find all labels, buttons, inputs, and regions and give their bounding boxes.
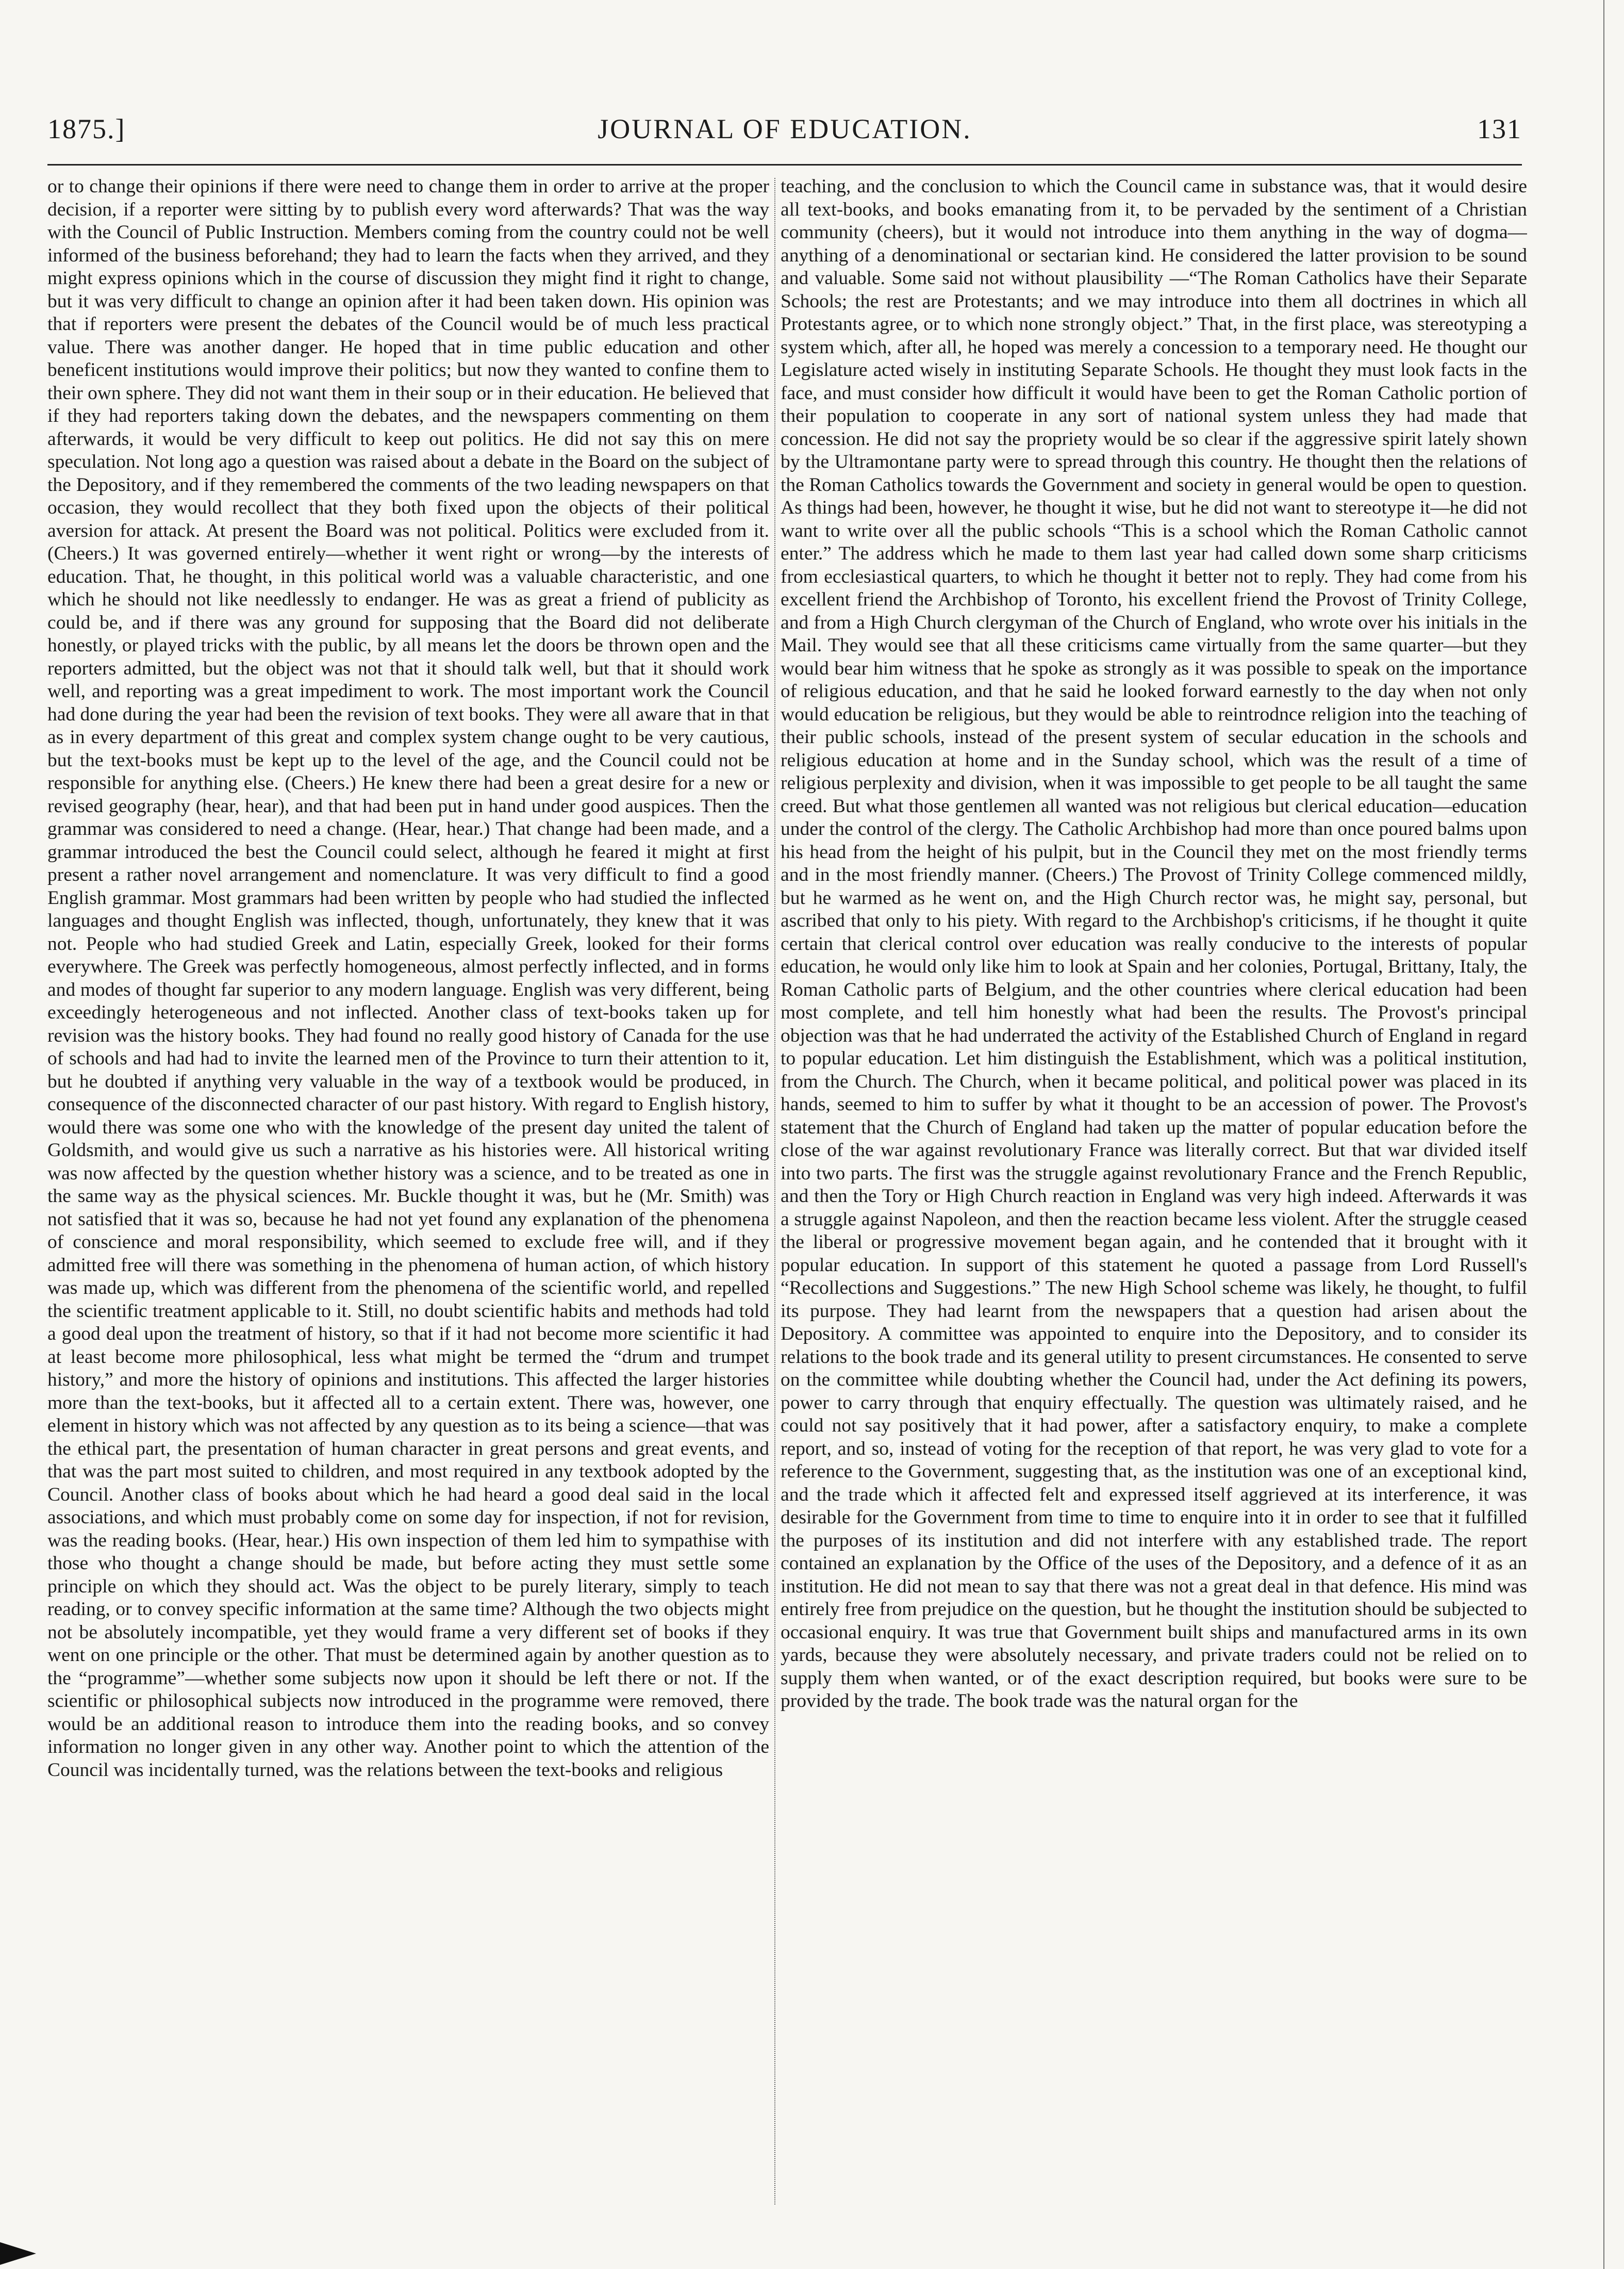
- corner-arrow-mark: [0, 2242, 36, 2265]
- right-column-text: teaching, and the conclusion to which the Council came in substance was, that it would desire all text-books, and books emanating from it, to be pervaded by the sentiment of a Christian community (cheers), but it would not introduce into them anything in the way of dogma—anything of a denominational or sectarian kind. He considered the latter provision to be sound and valuable. Some said not without plausibility —“The Roman Catholics have their Separate Schools; the rest are Protestants; and we may introduce into them all doctrines in which all Protestants agree, or to which none strongly object.” That, in the first place, was stereotyping a system which, after all, he hoped was merely a concession to a temporary need. He thought our Legislature acted wisely in instituting Separate Schools. He thought they must look facts in the face, and must consider how difficult it would have been to get the Roman Catholic portion of their population to cooperate in any sort of national system unless they had made that concession. He did not say the propriety would be so clear if the aggressive spirit lately shown by the Ultramontane party were to spread through this country. He thought then the relations of the Roman Catholics towards the Government and society in general would be open to question. As things had been, however, he thought it wise, but he did not want to stereotype it—he did not want to write over all the public schools “This is a school which the Roman Catholic cannot enter.” The address which he made to them last year had called down some sharp criticisms from ecclesiastical quarters, to which he thought it better not to reply. They had come from his excellent friend the Archbishop of Toronto, his excellent friend the Provost of Trinity College, and from a High Church clergyman of the Church of England, who wrote over his initials in the Mail. They would see that all these criticisms came virtually from the same quarter—but they would bear him witness that he spoke as strongly as it was possible to speak on the importance of religious education, and that he said he looked forward earnestly to the day when not only would education be religious, but they would be able to reintrodnce religion into the teaching of their public schools, instead of the present system of secular education in the schools and religious education at home and in the Sunday school, which was the result of a time of religious perplexity and division, when it was impossible to get people to be all taught the same creed. But what those gentlemen all wanted was not religious but clerical education—education under the control of the clergy. The Catholic Archbishop had more than once poured balms upon his head from the height of his pulpit, but in the Council they met on the most friendly terms and in the most friendly manner. (Cheers.) The Provost of Trinity College commenced mildly, but he warmed as he went on, and the High Church rector was, he might say, personal, but ascribed that only to his piety. With regard to the Archbishop's criticisms, if he thought it quite certain that clerical control over education was really conducive to the interests of popular education, he would only like him to look at Spain and her colonies, Portugal, Brittany, Italy, the Roman Catholic parts of Belgium, and the other countries where clerical education had been most complete, and tell him honestly what had been the results. The Provost's principal objection was that he had underrated the activity of the Established Church of England in regard to popular education. Let him distinguish the Establishment, which was a political institution, from the Church. The Church, when it became political, and political power was placed in its hands, seemed to him to suffer by what it thought to be an accession of power. The Provost's statement that the Church of England had taken up the matter of popular education before the close of the war against revolutionary France was literally correct. But that war divided itself into two parts. The first was the struggle against revolutionary France and the French Republic, and then the Tory or High Church reaction in England was very high indeed. Afterwards it was a struggle against Napoleon, and then the reaction became less violent. After the struggle ceased the liberal or progressive movement began again, and he contended that it brought with it popular education. In support of this statement he quoted a passage from Lord Russell's “Recollections and Suggestions.” The new High School scheme was likely, he thought, to fulfil its purpose. They had learnt from the newspapers that a question had arisen about the Depository. A committee was appointed to enquire into the Depository, and to consider its relations to the book trade and its general utility to present circumstances. He consented to serve on the committee while doubting whether the Council had, under the Act defining its powers, power to carry through that enquiry effectually. The question was ultimately raised, and he could not say positively that it had power, after a satisfactory enquiry, to make a complete report, and so, instead of voting for the reception of that report, he was very glad to vote for a reference to the Government, suggesting that, as the institution was one of an exceptional kind, and the trade which it affected felt and expressed itself aggrieved at its interference, it was desirable for the Government from time to time to enquire into it in order to see that it fulfilled the purposes of its institution and did not interfere with any established trade. The report contained an explanation by the Office of the uses of the Depository, and a defence of it as an institution. He did not mean to say that there was not a great deal in that defence. His mind was entirely free from prejudice on the question, but he thought the institution should be subjected to occasional enquiry. It was true that Government built ships and manufactured arms in its own yards, because they were absolutely necessary, and private traders could not be relied on to supply them when wanted, or of the exact description required, but books were sure to be provided by the trade. The book trade was the natural organ for the: [781, 176, 1527, 1712]
- journal-title: JOURNAL OF EDUCATION.: [598, 113, 972, 144]
- right-column: [781, 175, 1527, 2202]
- page-edge-line: [1603, 0, 1604, 2269]
- left-column-text: or to change their opinions if there were need to change them in order to arrive at the proper decision, if a reporter were sitting by to publish every word afterwards? That was the way with the Council of Public Instruction. Members coming from the country could not be well informed of the business beforehand; they had to learn the facts when they arrived, and they might express opinions which in the course of discussion they might find it right to change, but it was very difficult to change an opinion after it had been taken down. His opinion was that if reporters were present the debates of the Council would be of much less practical value. There was another danger. He hoped that in time public education and other beneficent institutions would improve their politics; but now they wanted to confine them to their own sphere. They did not want them in their soup or in their education. He believed that if they had reporters taking down the debates, and the newspapers commenting on them afterwards, it would be very difficult to keep out politics. He did not say this on mere speculation. Not long ago a question was raised about a debate in the Board on the subject of the Depository, and if they remembered the comments of the two leading newspapers on that occasion, they would recollect that they both fixed upon the objects of their political aversion for attack. At present the Board was not political. Politics were excluded from it. (Cheers.) It was governed entirely—whether it went right or wrong—by the interests of education. That, he thought, in this political world was a valuable characteristic, and one which he should not like needlessly to endanger. He was as great a friend of publicity as could be, and if there was any ground for supposing that the Board did not deliberate honestly, or played tricks with the public, by all means let the doors be thrown open and the reporters admitted, but the object was not that it should talk well, but that it should work well, and reporting was a great impediment to work. The most important work the Council had done during the year had been the revision of text books. They were all aware that in that as in every department of this great and complex system change ought to be very cautious, but the text-books must be kept up to the level of the age, and the Council could not be responsible for anything else. (Cheers.) He knew there had been a great desire for a new or revised geography (hear, hear), and that had been put in hand under good auspices. Then the grammar was considered to need a change. (Hear, hear.) That change had been made, and a grammar introduced the best the Council could select, although he feared it might at first present a rather novel arrangement and nomenclature. It was very difficult to find a good English grammar. Most grammars had been written by people who had studied the inflected languages and thought English was inflected, though, unfortunately, they knew that it was not. People who had studied Greek and Latin, especially Greek, looked for their forms everywhere. The Greek was perfectly homogeneous, almost perfectly inflected, and in forms and modes of thought far superior to any modern language. English was very different, being exceedingly heterogeneous and not inflected. Another class of text-books taken up for revision was the history books. They had found no really good history of Canada for the use of schools and had had to invite the learned men of the Province to turn their attention to it, but he doubted if anything very valuable in the way of a textbook would be produced, in consequence of the disconnected character of our past history. With regard to English history, would there was some one who with the knowledge of the present day united the talent of Goldsmith, and would give us such a narrative as his histories were. All historical writing was now affected by the question whether history was a science, and to be treated as one in the same way as the physical sciences. Mr. Buckle thought it was, but he (Mr. Smith) was not satisfied that it was so, because he had not yet found any explanation of the phenomena of conscience and moral responsibility, which seemed to exclude free will, and if they admitted free will there was something in the phenomena of human action, of which history was made up, which was different from the phenomena of the scientific world, and repelled the scientific treatment applicable to it. Still, no doubt scientific habits and methods had told a good deal upon the treatment of history, so that if it had not become more scientific it had at least become more philosophical, less what might be termed the “drum and trumpet history,” and more the history of opinions and institutions. This affected the larger histories more than the text-books, but it affected all to a certain extent. There was, however, one element in history which was not affected by any question as to its being a science—that was the ethical part, the presentation of human character in great persons and great events, and that was the part most suited to children, and most required in any textbook adopted by the Council. Another class of books about which he had heard a good deal said in the local associations, and which must probably come on some day for inspection, if not for revision, was the reading books. (Hear, hear.) His own inspection of them led him to sympathise with those who thought a change should be made, but before acting they must settle some principle on which they should act. Was the object to be purely literary, simply to teach reading, or to convey specific information at the same time? Although the two objects might not be absolutely incompatible, yet they would frame a very different set of books if they went on one principle or the other. That must be determined again by another question as to the “programme”—whether some subjects now upon it should be left there or not. If the scientific or philosophical subjects now introduced in the programme were removed, there would be an additional reason to introduce them into the reading books, and so convey information no longer given in any other way. Another point to which the attention of the Council was incidentally turned, was the relations between the text-books and religious: [47, 176, 769, 1781]
- column-divider: [774, 178, 775, 2205]
- header-year: 1875.]: [47, 113, 126, 144]
- running-header: [47, 108, 1522, 155]
- header-rule: [47, 164, 1522, 166]
- left-column: [47, 175, 769, 2202]
- page-number: 131: [1477, 113, 1522, 144]
